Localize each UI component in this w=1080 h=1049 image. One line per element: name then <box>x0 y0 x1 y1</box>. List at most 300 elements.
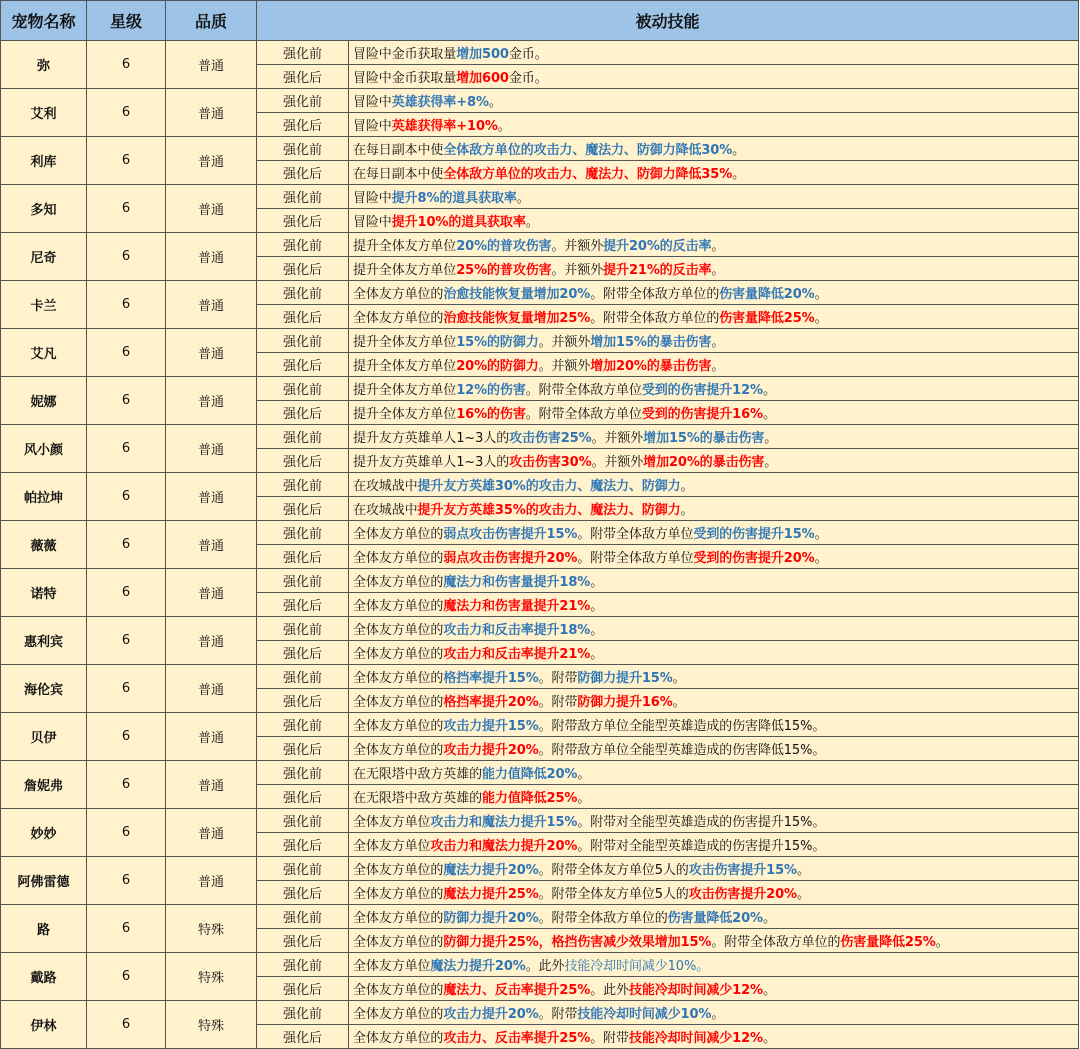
skill-highlight: 攻击伤害提升20% <box>688 887 797 902</box>
skill-description-after <box>349 545 1079 569</box>
skill-highlight: 魔法力提升20% <box>430 959 526 974</box>
skill-highlight: 英雄获得率+10% <box>391 119 498 134</box>
header-pet-name: 宠物名称 <box>1 1 87 41</box>
skill-description-after <box>349 737 1079 761</box>
stage-label-after: 强化后 <box>257 833 349 857</box>
pet-row-before <box>1 905 1079 929</box>
skill-highlight: 全体敌方单位的攻击力、魔法力、防御力降低35% <box>443 167 733 182</box>
skill-text: 。附带全体敌方单位的 <box>711 935 841 950</box>
skill-text: 。 <box>577 791 591 806</box>
stage-label-after: 强化后 <box>257 449 349 473</box>
skill-text: 在每日副本中使 <box>353 167 444 182</box>
skill-highlight: 魔法力、反击率提升25% <box>443 983 591 998</box>
pet-star-level: 6 <box>87 89 166 137</box>
stage-label-before: 强化前 <box>257 41 349 65</box>
skill-description-before <box>349 713 1079 737</box>
skill-description-before <box>349 425 1079 449</box>
skill-text: 。 <box>796 863 810 878</box>
stage-label-after: 强化后 <box>257 305 349 329</box>
pet-name: 利库 <box>1 137 87 185</box>
skill-highlight: 20%的防御力 <box>456 359 539 374</box>
skill-text: 全体友方单位的 <box>353 599 444 614</box>
skill-description-after <box>349 161 1079 185</box>
skill-highlight: 魔法力提升25% <box>443 887 539 902</box>
skill-highlight: 全体敌方单位的攻击力、魔法力、防御力降低30% <box>443 143 733 158</box>
pet-star-level: 6 <box>87 953 166 1001</box>
skill-text: 全体友方单位的 <box>353 935 444 950</box>
pet-row-before <box>1 281 1079 305</box>
skill-text: 全体友方单位的 <box>353 575 444 590</box>
stage-label-before: 强化前 <box>257 137 349 161</box>
skill-text: 。附带全体敌方单位 <box>577 551 694 566</box>
skill-text: 。 <box>711 1007 725 1022</box>
pet-quality: 普通 <box>166 425 257 473</box>
skill-highlight: 受到的伤害提升15% <box>693 527 815 542</box>
skill-highlight: 攻击力、反击率提升25% <box>443 1031 591 1046</box>
skill-description-before <box>349 809 1079 833</box>
skill-highlight: 防御力提升20% <box>443 911 539 926</box>
skill-text: 。 <box>762 383 776 398</box>
skill-description-after <box>349 977 1079 1001</box>
skill-text: 。附带对全能型英雄造成的伤害提升15%。 <box>577 815 826 830</box>
skill-text: 。 <box>935 935 949 950</box>
pet-row-before <box>1 377 1079 401</box>
skill-text: 全体友方单位的 <box>353 623 444 638</box>
pet-star-level: 6 <box>87 809 166 857</box>
skill-text: 提升友方英雄单人1~3人的 <box>353 455 510 470</box>
skill-text: 。 <box>762 911 776 926</box>
stage-label-before: 强化前 <box>257 857 349 881</box>
skill-highlight: 攻击伤害提升15% <box>688 863 797 878</box>
skill-highlight: 12%的伤害 <box>456 383 526 398</box>
skill-text: 提升全体友方单位 <box>353 407 457 422</box>
stage-label-after: 强化后 <box>257 497 349 521</box>
skill-highlight: 能力值降低20% <box>482 767 578 782</box>
pet-row-before <box>1 569 1079 593</box>
skill-text: 。 <box>764 431 778 446</box>
skill-highlight: 伤害量降低25% <box>719 311 815 326</box>
skill-highlight: 受到的伤害提升16% <box>641 407 763 422</box>
skill-description-after <box>349 833 1079 857</box>
skill-text: 全体友方单位的 <box>353 287 444 302</box>
stage-label-before: 强化前 <box>257 953 349 977</box>
skill-text: 。 <box>732 167 746 182</box>
skill-text: 。附带全体敌方单位的 <box>538 911 668 926</box>
header-passive-skill: 被动技能 <box>257 1 1079 41</box>
skill-text: 全体友方单位的 <box>353 695 444 710</box>
skill-description-after <box>349 1025 1079 1049</box>
header-row <box>1 1 1079 41</box>
pet-quality: 普通 <box>166 329 257 377</box>
pet-star-level: 6 <box>87 713 166 761</box>
skill-highlight: 攻击伤害25% <box>509 431 592 446</box>
pet-quality: 普通 <box>166 617 257 665</box>
skill-highlight: 弱点攻击伤害提升15% <box>443 527 578 542</box>
pet-name: 帕拉坤 <box>1 473 87 521</box>
stage-label-after: 强化后 <box>257 641 349 665</box>
skill-highlight: 魔法力和伤害量提升21% <box>443 599 591 614</box>
skill-description-after <box>349 305 1079 329</box>
pet-quality: 普通 <box>166 569 257 617</box>
pet-name: 风小颜 <box>1 425 87 473</box>
skill-text: 。 <box>732 143 746 158</box>
pet-name: 尼奇 <box>1 233 87 281</box>
skill-description-before <box>349 473 1079 497</box>
pet-row-before <box>1 473 1079 497</box>
skill-text: 。 <box>590 599 604 614</box>
skill-description-before <box>349 953 1079 977</box>
pet-star-level: 6 <box>87 473 166 521</box>
pet-quality: 普通 <box>166 521 257 569</box>
skill-text: 。 <box>762 407 776 422</box>
skill-highlight: 能力值降低25% <box>482 791 578 806</box>
skill-highlight: 技能冷却时间减少10% <box>577 1007 712 1022</box>
skill-text: 。 <box>711 359 725 374</box>
pet-row-before <box>1 617 1079 641</box>
skill-description-before <box>349 521 1079 545</box>
pet-star-level: 6 <box>87 137 166 185</box>
skill-highlight: 治愈技能恢复量增加25% <box>443 311 591 326</box>
pet-name: 阿佛雷德 <box>1 857 87 905</box>
pet-quality: 特殊 <box>166 905 257 953</box>
skill-text: 。 <box>525 215 539 230</box>
stage-label-after: 强化后 <box>257 401 349 425</box>
pet-row-before <box>1 521 1079 545</box>
stage-label-after: 强化后 <box>257 161 349 185</box>
pet-quality: 普通 <box>166 281 257 329</box>
skill-text: 冒险中金币获取量 <box>353 71 457 86</box>
skill-description-before <box>349 617 1079 641</box>
stage-label-after: 强化后 <box>257 689 349 713</box>
stage-label-before: 强化前 <box>257 665 349 689</box>
pet-star-level: 6 <box>87 569 166 617</box>
pet-quality: 普通 <box>166 665 257 713</box>
pet-star-level: 6 <box>87 665 166 713</box>
pet-name: 伊林 <box>1 1001 87 1049</box>
skill-text: 。 <box>680 503 694 518</box>
skill-text: 全体友方单位的 <box>353 1031 444 1046</box>
stage-label-after: 强化后 <box>257 353 349 377</box>
skill-text: 全体友方单位的 <box>353 647 444 662</box>
header-quality: 品质 <box>166 1 257 41</box>
skill-text: 。并额外 <box>591 431 644 446</box>
skill-description-before <box>349 569 1079 593</box>
pet-row-before <box>1 857 1079 881</box>
pet-name: 艾利 <box>1 89 87 137</box>
skill-text: 。附带全体敌方单位的 <box>590 311 720 326</box>
skill-highlight: 格挡率提升20% <box>443 695 539 710</box>
skill-text: 全体友方单位的 <box>353 719 444 734</box>
skill-text: 金币。 <box>508 71 548 86</box>
skill-highlight: 攻击力提升20% <box>443 1007 539 1022</box>
skill-text: 。此外 <box>590 983 629 998</box>
skill-text: 。 <box>577 767 591 782</box>
skill-text: 冒险中 <box>353 119 392 134</box>
skill-text: 。附带敌方单位全能型英雄造成的伤害降低15%。 <box>538 719 826 734</box>
skill-highlight: 格挡率提升15% <box>443 671 539 686</box>
skill-highlight: 提升友方英雄30%的攻击力、魔法力、防御力 <box>417 479 681 494</box>
stage-label-after: 强化后 <box>257 737 349 761</box>
pet-name: 诺特 <box>1 569 87 617</box>
skill-text: 。 <box>488 95 502 110</box>
skill-text: 提升全体友方单位 <box>353 239 457 254</box>
skill-highlight: 伤害量降低20% <box>719 287 815 302</box>
stage-label-after: 强化后 <box>257 881 349 905</box>
pet-quality: 普通 <box>166 713 257 761</box>
pet-row-before <box>1 1001 1079 1025</box>
pet-name: 艾凡 <box>1 329 87 377</box>
pet-rows <box>1 41 1079 1049</box>
pet-quality: 普通 <box>166 761 257 809</box>
skill-text: 。附带全体敌方单位 <box>525 407 642 422</box>
skill-text: 在攻城战中 <box>353 479 418 494</box>
skill-highlight: 魔法力和伤害量提升18% <box>443 575 591 590</box>
pet-row-before <box>1 137 1079 161</box>
skill-description-after <box>349 929 1079 953</box>
skill-highlight: 攻击力和反击率提升18% <box>443 623 591 638</box>
pet-quality: 普通 <box>166 137 257 185</box>
pet-star-level: 6 <box>87 905 166 953</box>
skill-text: 在无限塔中敌方英雄的 <box>353 767 483 782</box>
pet-quality: 特殊 <box>166 1001 257 1049</box>
skill-description-after <box>349 209 1079 233</box>
stage-label-before: 强化前 <box>257 377 349 401</box>
pet-star-level: 6 <box>87 521 166 569</box>
skill-text: 全体友方单位的 <box>353 1007 444 1022</box>
stage-label-before: 强化前 <box>257 521 349 545</box>
pet-name: 弥 <box>1 41 87 89</box>
skill-description-after <box>349 785 1079 809</box>
skill-highlight: 16%的伤害 <box>456 407 526 422</box>
skill-text: 全体友方单位的 <box>353 887 444 902</box>
skill-text: 。并额外 <box>538 359 591 374</box>
skill-description-after <box>349 353 1079 377</box>
stage-label-before: 强化前 <box>257 617 349 641</box>
skill-highlight: 提升10%的道具获取率 <box>391 215 526 230</box>
skill-description-after <box>349 881 1079 905</box>
skill-text: 技能冷却时间减少10%。 <box>564 959 710 974</box>
skill-text: 。 <box>711 335 725 350</box>
skill-highlight: 增加20%的暴击伤害 <box>590 359 712 374</box>
skill-highlight: 增加600 <box>456 71 509 86</box>
skill-text: 。并额外 <box>591 455 644 470</box>
skill-text: 。 <box>814 527 828 542</box>
stage-label-before: 强化前 <box>257 425 349 449</box>
stage-label-after: 强化后 <box>257 257 349 281</box>
skill-text: 。 <box>814 287 828 302</box>
skill-text: 提升全体友方单位 <box>353 263 457 278</box>
pet-star-level: 6 <box>87 761 166 809</box>
pet-row-before <box>1 713 1079 737</box>
skill-text: 。并额外 <box>551 263 604 278</box>
pet-row-before <box>1 761 1079 785</box>
skill-text: 。此外 <box>525 959 565 974</box>
stage-label-before: 强化前 <box>257 905 349 929</box>
pet-name: 卡兰 <box>1 281 87 329</box>
pet-quality: 普通 <box>166 41 257 89</box>
skill-highlight: 攻击力和魔法力提升20% <box>430 839 578 854</box>
skill-description-before <box>349 329 1079 353</box>
skill-text: 。附带全体友方单位5人的 <box>538 863 689 878</box>
skill-highlight: 攻击力和反击率提升21% <box>443 647 591 662</box>
pet-quality: 普通 <box>166 809 257 857</box>
stage-label-after: 强化后 <box>257 113 349 137</box>
skill-text: 。 <box>711 263 725 278</box>
skill-description-before <box>349 281 1079 305</box>
skill-highlight: 提升8%的道具获取率 <box>391 191 517 206</box>
skill-description-before <box>349 665 1079 689</box>
skill-text: 。附带全体敌方单位 <box>525 383 642 398</box>
skill-highlight: 伤害量降低20% <box>667 911 763 926</box>
skill-highlight: 攻击伤害30% <box>509 455 592 470</box>
skill-text: 在每日副本中使 <box>353 143 444 158</box>
stage-label-before: 强化前 <box>257 329 349 353</box>
stage-label-after: 强化后 <box>257 785 349 809</box>
pet-row-before <box>1 425 1079 449</box>
skill-highlight: 15%的防御力 <box>456 335 539 350</box>
stage-label-before: 强化前 <box>257 233 349 257</box>
pet-row-before <box>1 41 1079 65</box>
skill-highlight: 增加15%的暴击伤害 <box>590 335 712 350</box>
pet-name: 路 <box>1 905 87 953</box>
skill-text: 全体友方单位 <box>353 815 431 830</box>
skill-text: 冒险中 <box>353 95 392 110</box>
skill-description-before <box>349 377 1079 401</box>
skill-text: 。附带全体敌方单位的 <box>590 287 720 302</box>
pet-row-before <box>1 809 1079 833</box>
stage-label-after: 强化后 <box>257 929 349 953</box>
skill-highlight: 攻击力提升20% <box>443 743 539 758</box>
skill-text: 在无限塔中敌方英雄的 <box>353 791 483 806</box>
skill-highlight: 防御力提升15% <box>577 671 673 686</box>
skill-text: 。附带 <box>590 1031 629 1046</box>
skill-text: 。 <box>711 239 725 254</box>
skill-text: 全体友方单位的 <box>353 983 444 998</box>
skill-text: 在攻城战中 <box>353 503 418 518</box>
skill-highlight: 受到的伤害提升12% <box>641 383 763 398</box>
stage-label-after: 强化后 <box>257 593 349 617</box>
skill-highlight: 攻击力和魔法力提升15% <box>430 815 578 830</box>
pet-row-before <box>1 233 1079 257</box>
skill-highlight: 攻击力提升15% <box>443 719 539 734</box>
pet-row-before <box>1 329 1079 353</box>
skill-description-after <box>349 593 1079 617</box>
pet-quality: 普通 <box>166 89 257 137</box>
skill-text: 。 <box>590 647 604 662</box>
skill-highlight: 25%的普攻伤害 <box>456 263 552 278</box>
stage-label-before: 强化前 <box>257 185 349 209</box>
pet-star-level: 6 <box>87 281 166 329</box>
skill-text: 全体友方单位的 <box>353 671 444 686</box>
skill-text: 。 <box>590 575 604 590</box>
pet-star-level: 6 <box>87 329 166 377</box>
skill-text: 提升全体友方单位 <box>353 359 457 374</box>
skill-text: 。 <box>680 479 694 494</box>
skill-highlight: 技能冷却时间减少12% <box>628 983 763 998</box>
skill-description-after <box>349 497 1079 521</box>
stage-label-after: 强化后 <box>257 209 349 233</box>
skill-text: 。 <box>672 695 686 710</box>
skill-text: 。附带 <box>538 695 578 710</box>
skill-description-after <box>349 401 1079 425</box>
skill-text: 全体友方单位的 <box>353 743 444 758</box>
skill-text: 。 <box>516 191 530 206</box>
stage-label-after: 强化后 <box>257 977 349 1001</box>
skill-text: 冒险中 <box>353 191 392 206</box>
pet-quality: 特殊 <box>166 953 257 1001</box>
skill-text: 全体友方单位 <box>353 959 431 974</box>
skill-description-after <box>349 689 1079 713</box>
pet-star-level: 6 <box>87 185 166 233</box>
stage-label-before: 强化前 <box>257 569 349 593</box>
skill-text: 全体友方单位 <box>353 839 431 854</box>
pet-name: 海伦宾 <box>1 665 87 713</box>
skill-highlight: 治愈技能恢复量增加20% <box>443 287 591 302</box>
stage-label-before: 强化前 <box>257 281 349 305</box>
skill-description-before <box>349 761 1079 785</box>
skill-text: 。附带对全能型英雄造成的伤害提升15%。 <box>577 839 826 854</box>
skill-text: 。附带敌方单位全能型英雄造成的伤害降低15%。 <box>538 743 826 758</box>
pet-quality: 普通 <box>166 185 257 233</box>
stage-label-before: 强化前 <box>257 89 349 113</box>
pet-name: 戴路 <box>1 953 87 1001</box>
pet-name: 妙妙 <box>1 809 87 857</box>
stage-label-before: 强化前 <box>257 473 349 497</box>
pet-star-level: 6 <box>87 1001 166 1049</box>
skill-text: 。 <box>672 671 686 686</box>
pet-name: 惠利宾 <box>1 617 87 665</box>
skill-text: 。 <box>762 983 776 998</box>
skill-text: 冒险中金币获取量 <box>353 47 457 62</box>
skill-text: 。附带全体友方单位5人的 <box>538 887 689 902</box>
skill-text: 冒险中 <box>353 215 392 230</box>
skill-highlight: 增加500 <box>456 47 509 62</box>
skill-highlight: 伤害量降低25% <box>840 935 936 950</box>
stage-label-after: 强化后 <box>257 65 349 89</box>
pet-name: 詹妮弗 <box>1 761 87 809</box>
pet-star-level: 6 <box>87 857 166 905</box>
pet-row-before <box>1 185 1079 209</box>
skill-highlight: 提升友方英雄35%的攻击力、魔法力、防御力 <box>417 503 681 518</box>
pet-row-before <box>1 665 1079 689</box>
skill-text: 提升全体友方单位 <box>353 335 457 350</box>
skill-highlight: 防御力提升16% <box>577 695 673 710</box>
skill-text: 金币。 <box>508 47 548 62</box>
skill-text: 。附带 <box>538 671 578 686</box>
skill-text: 。附带全体敌方单位 <box>577 527 694 542</box>
skill-highlight: 20%的普攻伤害 <box>456 239 552 254</box>
stage-label-before: 强化前 <box>257 761 349 785</box>
stage-label-after: 强化后 <box>257 545 349 569</box>
skill-highlight: 弱点攻击伤害提升20% <box>443 551 578 566</box>
pet-row-before <box>1 953 1079 977</box>
skill-text: 提升全体友方单位 <box>353 383 457 398</box>
skill-description-after <box>349 641 1079 665</box>
skill-description-after <box>349 449 1079 473</box>
pet-star-level: 6 <box>87 377 166 425</box>
skill-description-after <box>349 65 1079 89</box>
stage-label-before: 强化前 <box>257 713 349 737</box>
pet-quality: 普通 <box>166 233 257 281</box>
pet-star-level: 6 <box>87 617 166 665</box>
skill-description-before <box>349 1001 1079 1025</box>
skill-text: 全体友方单位的 <box>353 527 444 542</box>
pet-name: 妮娜 <box>1 377 87 425</box>
pet-quality: 普通 <box>166 377 257 425</box>
skill-description-before <box>349 137 1079 161</box>
skill-description-before <box>349 89 1079 113</box>
skill-description-before <box>349 905 1079 929</box>
